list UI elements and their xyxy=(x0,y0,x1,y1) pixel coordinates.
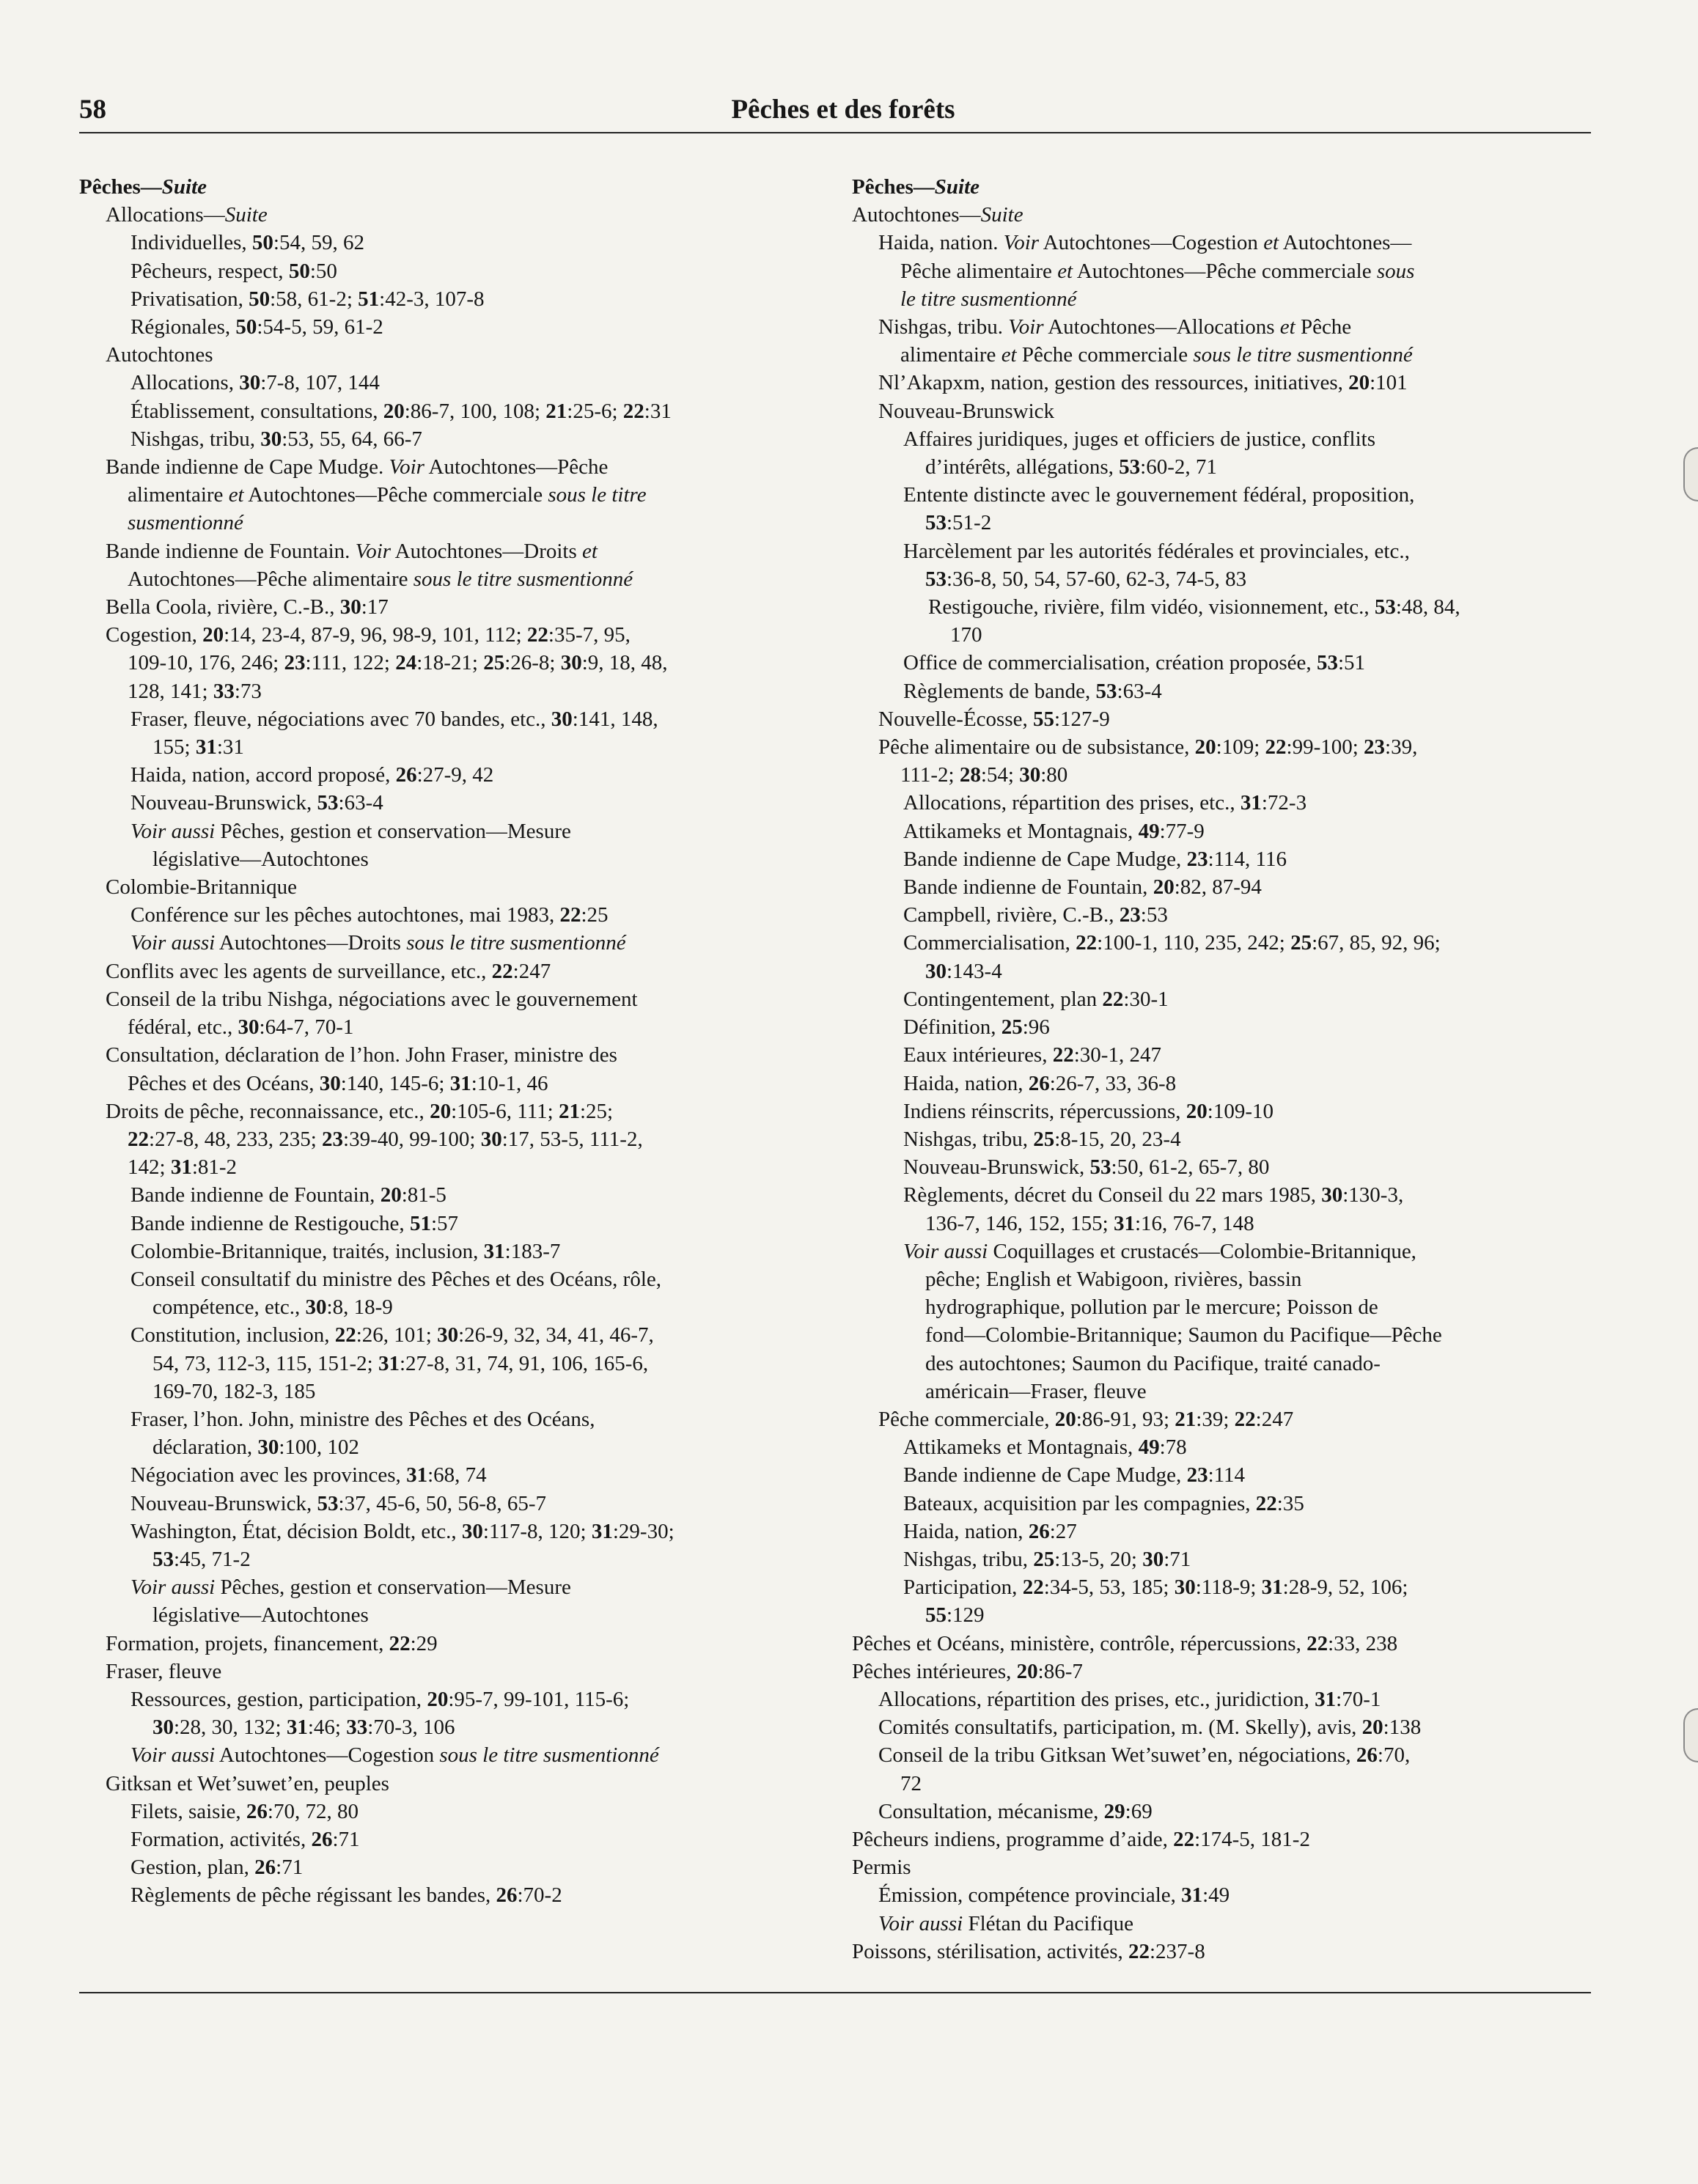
index-entry: Voir aussi Flétan du Pacifique xyxy=(878,1911,1133,1935)
index-entry: Attikameks et Montagnais, 49:78 xyxy=(903,1435,1187,1460)
index-entry: Cogestion, 20:14, 23-4, 87-9, 96, 98-9, 101, 112; 22:35-7, 95, xyxy=(106,623,631,647)
index-entry: 55:129 xyxy=(925,1603,985,1628)
index-entry: 30:28, 30, 132; 31:46; 33:70-3, 106 xyxy=(152,1716,455,1740)
index-entry: Nishgas, tribu, 25:8-15, 20, 23-4 xyxy=(903,1127,1181,1151)
index-entry: 53:51-2 xyxy=(925,511,992,535)
index-entry: Pêche alimentaire ou de subsistance, 20:109; 22:99-100; 23:39, xyxy=(878,735,1418,760)
index-entry: américain—Fraser, fleuve xyxy=(925,1379,1147,1403)
page-number: 58 xyxy=(79,95,106,125)
index-entry: 170 xyxy=(950,623,982,647)
index-entry: Commercialisation, 22:100-1, 110, 235, 242; 25:67, 85, 92, 96; xyxy=(903,931,1441,955)
index-entry: Pêches et Océans, ministère, contrôle, répercussions, 22:33, 238 xyxy=(852,1631,1398,1655)
index-entry: 54, 73, 112-3, 115, 151-2; 31:27-8, 31, 74, 91, 106, 165-6, xyxy=(152,1351,649,1375)
index-entry: Négociation avec les provinces, 31:68, 74 xyxy=(131,1463,487,1488)
index-entry: Participation, 22:34-5, 53, 185; 30:118-9; 31:28-9, 52, 106; xyxy=(903,1576,1408,1600)
footer-rule xyxy=(79,1992,1591,1993)
index-entry: Allocations—Suite xyxy=(106,203,268,227)
index-entry: Bande indienne de Cape Mudge, 23:114, 116 xyxy=(903,847,1287,871)
index-entry: Contingentement, plan 22:30-1 xyxy=(903,987,1169,1011)
index-entry: Voir aussi Coquillages et crustacés—Colombie-Britannique, xyxy=(903,1239,1416,1263)
index-entry: Pêches intérieures, 20:86-7 xyxy=(852,1659,1083,1683)
index-entry: alimentaire et Pêche commerciale sous le titre susmentionné xyxy=(900,343,1413,367)
index-entry: Droits de pêche, reconnaissance, etc., 20:105-6, 111; 21:25; xyxy=(106,1099,614,1123)
index-entry: Conflits avec les agents de surveillance, etc., 22:247 xyxy=(106,959,551,983)
index-entry: 136-7, 146, 152, 155; 31:16, 76-7, 148 xyxy=(925,1211,1254,1235)
index-entry: Haida, nation. Voir Autochtones—Cogestion et Autochtones— xyxy=(878,231,1412,255)
index-entry: Voir aussi Autochtones—Droits sous le titre susmentionné xyxy=(131,931,626,955)
index-entry: Émission, compétence provinciale, 31:49 xyxy=(878,1883,1230,1908)
index-entry: fédéral, etc., 30:64-7, 70-1 xyxy=(128,1015,354,1040)
index-entry: Gestion, plan, 26:71 xyxy=(131,1856,304,1880)
index-heading: Pêches—Suite xyxy=(79,175,207,199)
index-entry: 22:27-8, 48, 233, 235; 23:39-40, 99-100; 30:17, 53-5, 111-2, xyxy=(128,1127,643,1151)
binding-mark xyxy=(1683,447,1698,501)
index-entry: Formation, activités, 26:71 xyxy=(131,1827,360,1851)
index-entry: Fraser, fleuve xyxy=(106,1659,222,1683)
index-entry: législative—Autochtones xyxy=(152,1603,369,1628)
index-entry: Eaux intérieures, 22:30-1, 247 xyxy=(903,1043,1161,1067)
index-entry: Nl’Akapxm, nation, gestion des ressources, initiatives, 20:101 xyxy=(878,371,1408,395)
index-entry: Conseil de la tribu Nishga, négociations avec le gouvernement xyxy=(106,987,638,1011)
index-entry: Bella Coola, rivière, C.-B., 30:17 xyxy=(106,595,389,619)
index-entry: Autochtones xyxy=(106,343,213,367)
index-entry: Bande indienne de Fountain. Voir Autochtones—Droits et xyxy=(106,539,598,563)
index-entry: Nishgas, tribu, 30:53, 55, 64, 66-7 xyxy=(131,427,422,451)
index-entry: Bande indienne de Restigouche, 51:57 xyxy=(131,1211,458,1235)
index-entry: Filets, saisie, 26:70, 72, 80 xyxy=(131,1799,359,1823)
index-entry: le titre susmentionné xyxy=(900,287,1077,311)
index-entry: 169-70, 182-3, 185 xyxy=(152,1379,316,1403)
index-entry: déclaration, 30:100, 102 xyxy=(152,1435,359,1460)
index-entry: Nouveau-Brunswick, 53:63-4 xyxy=(131,791,383,815)
index-entry: Ressources, gestion, participation, 20:95-7, 99-101, 115-6; xyxy=(131,1687,630,1711)
index-entry: Règlements de bande, 53:63-4 xyxy=(903,679,1162,703)
index-entry: Haida, nation, accord proposé, 26:27-9, 42 xyxy=(131,763,494,787)
index-entry: Affaires juridiques, juges et officiers de justice, conflits xyxy=(903,427,1376,451)
index-entry: 30:143-4 xyxy=(925,959,1002,983)
index-entry: Haida, nation, 26:26-7, 33, 36-8 xyxy=(903,1071,1177,1095)
index-entry: Conseil consultatif du ministre des Pêches et des Océans, rôle, xyxy=(131,1267,662,1291)
index-entry: Colombie-Britannique, traités, inclusion, 31:183-7 xyxy=(131,1239,561,1263)
index-entry: Règlements, décret du Conseil du 22 mars 1985, 30:130-3, xyxy=(903,1183,1404,1207)
index-entry: susmentionné xyxy=(128,511,243,535)
index-entry: Pêcheurs indiens, programme d’aide, 22:174-5, 181-2 xyxy=(852,1827,1310,1851)
index-entry: hydrographique, pollution par le mercure; Poisson de xyxy=(925,1295,1378,1320)
index-entry: Colombie-Britannique xyxy=(106,875,297,900)
index-entry: Constitution, inclusion, 22:26, 101; 30:26-9, 32, 34, 41, 46-7, xyxy=(131,1323,654,1347)
index-entry: 111-2; 28:54; 30:80 xyxy=(900,763,1068,787)
index-entry: Permis xyxy=(852,1856,911,1880)
index-entry: Entente distincte avec le gouvernement fédéral, proposition, xyxy=(903,483,1415,507)
index-entry: alimentaire et Autochtones—Pêche commerciale sous le titre xyxy=(128,483,647,507)
index-entry: 53:36-8, 50, 54, 57-60, 62-3, 74-5, 83 xyxy=(925,567,1247,591)
header-rule xyxy=(79,132,1591,133)
index-entry: Individuelles, 50:54, 59, 62 xyxy=(131,231,364,255)
index-entry: Office de commercialisation, création proposée, 53:51 xyxy=(903,651,1365,675)
index-entry: Conférence sur les pêches autochtones, mai 1983, 22:25 xyxy=(131,903,609,927)
index-column-left xyxy=(79,173,820,1910)
index-entry: des autochtones; Saumon du Pacifique, traité canado- xyxy=(925,1351,1381,1375)
index-entry: 109-10, 176, 246; 23:111, 122; 24:18-21; 25:26-8; 30:9, 18, 48, xyxy=(128,651,668,675)
index-entry: Formation, projets, financement, 22:29 xyxy=(106,1631,438,1655)
index-entry: Consultation, déclaration de l’hon. John Fraser, ministre des xyxy=(106,1043,617,1067)
index-entry: fond—Colombie-Britannique; Saumon du Pacifique—Pêche xyxy=(925,1323,1442,1347)
index-entry: Bande indienne de Fountain, 20:81-5 xyxy=(131,1183,446,1207)
index-entry: Washington, État, décision Boldt, etc., 30:117-8, 120; 31:29-30; xyxy=(131,1519,675,1543)
index-entry: Bande indienne de Cape Mudge. Voir Autochtones—Pêche xyxy=(106,455,609,479)
index-entry: Privatisation, 50:58, 61-2; 51:42-3, 107-8 xyxy=(131,287,485,311)
index-entry: Consultation, mécanisme, 29:69 xyxy=(878,1799,1153,1823)
index-entry: 155; 31:31 xyxy=(152,735,244,760)
index-entry: 128, 141; 33:73 xyxy=(128,679,262,703)
index-entry: Conseil de la tribu Gitksan Wet’suwet’en, négociations, 26:70, xyxy=(878,1743,1411,1768)
index-entry: 53:45, 71-2 xyxy=(152,1547,251,1571)
index-entry: compétence, etc., 30:8, 18-9 xyxy=(152,1295,393,1320)
index-entry: 142; 31:81-2 xyxy=(128,1155,238,1180)
index-entry: Bateaux, acquisition par les compagnies, 22:35 xyxy=(903,1491,1304,1515)
index-entry: Comités consultatifs, participation, m. (M. Skelly), avis, 20:138 xyxy=(878,1716,1422,1740)
index-entry: Allocations, 30:7-8, 107, 144 xyxy=(131,371,380,395)
index-entry: Pêche alimentaire et Autochtones—Pêche commerciale sous xyxy=(900,259,1415,283)
index-entry: Définition, 25:96 xyxy=(903,1015,1050,1040)
index-entry: Pêches et des Océans, 30:140, 145-6; 31:10-1, 46 xyxy=(128,1071,548,1095)
index-entry: Nouvelle-Écosse, 55:127-9 xyxy=(878,707,1110,731)
index-entry: Gitksan et Wet’suwet’en, peuples xyxy=(106,1771,389,1795)
index-entry: Restigouche, rivière, film vidéo, visionnement, etc., 53:48, 84, xyxy=(928,595,1460,619)
binding-mark xyxy=(1683,1708,1698,1762)
index-entry: Nishgas, tribu. Voir Autochtones—Allocations et Pêche xyxy=(878,315,1352,339)
index-entry: Voir aussi Pêches, gestion et conservation—Mesure xyxy=(131,819,571,843)
index-entry: Bande indienne de Cape Mudge, 23:114 xyxy=(903,1463,1246,1488)
index-entry: Voir aussi Pêches, gestion et conservation—Mesure xyxy=(131,1576,571,1600)
index-column-right xyxy=(852,173,1585,1966)
index-entry: Régionales, 50:54-5, 59, 61-2 xyxy=(131,315,383,339)
index-entry: Haida, nation, 26:27 xyxy=(903,1519,1077,1543)
index-entry: Fraser, l’hon. John, ministre des Pêches et des Océans, xyxy=(131,1407,595,1431)
running-title: Pêches et des forêts xyxy=(731,95,955,125)
index-entry: Pêche commerciale, 20:86-91, 93; 21:39; 22:247 xyxy=(878,1407,1294,1431)
index-entry: 72 xyxy=(900,1771,922,1795)
index-entry: Nouveau-Brunswick, 53:37, 45-6, 50, 56-8, 65-7 xyxy=(131,1491,547,1515)
index-entry: Pêcheurs, respect, 50:50 xyxy=(131,259,337,283)
index-entry: Fraser, fleuve, négociations avec 70 bandes, etc., 30:141, 148, xyxy=(131,707,658,731)
index-entry: Nouveau-Brunswick xyxy=(878,399,1055,423)
index-entry: Autochtones—Pêche alimentaire sous le titre susmentionné xyxy=(128,567,633,591)
index-entry: Allocations, répartition des prises, etc., juridiction, 31:70-1 xyxy=(878,1687,1381,1711)
index-entry: Règlements de pêche régissant les bandes, 26:70-2 xyxy=(131,1883,562,1908)
index-entry: Poissons, stérilisation, activités, 22:237-8 xyxy=(852,1939,1205,1963)
index-entry: Établissement, consultations, 20:86-7, 100, 108; 21:25-6; 22:31 xyxy=(131,399,672,423)
index-entry: Bande indienne de Fountain, 20:82, 87-94 xyxy=(903,875,1262,900)
index-heading: Pêches—Suite xyxy=(852,175,980,199)
index-entry: d’intérêts, allégations, 53:60-2, 71 xyxy=(925,455,1217,479)
index-entry: Campbell, rivière, C.-B., 23:53 xyxy=(903,903,1168,927)
index-entry: Allocations, répartition des prises, etc., 31:72-3 xyxy=(903,791,1307,815)
index-entry: Nishgas, tribu, 25:13-5, 20; 30:71 xyxy=(903,1547,1191,1571)
index-entry: Autochtones—Suite xyxy=(852,203,1023,227)
index-entry: Nouveau-Brunswick, 53:50, 61-2, 65-7, 80 xyxy=(903,1155,1270,1180)
index-entry: Voir aussi Autochtones—Cogestion sous le titre susmentionné xyxy=(131,1743,659,1768)
index-entry: pêche; English et Wabigoon, rivières, bassin xyxy=(925,1267,1302,1291)
index-entry: Indiens réinscrits, répercussions, 20:109-10 xyxy=(903,1099,1274,1123)
index-entry: Harcèlement par les autorités fédérales et provinciales, etc., xyxy=(903,539,1410,563)
index-entry: Attikameks et Montagnais, 49:77-9 xyxy=(903,819,1205,843)
index-entry: législative—Autochtones xyxy=(152,847,369,871)
